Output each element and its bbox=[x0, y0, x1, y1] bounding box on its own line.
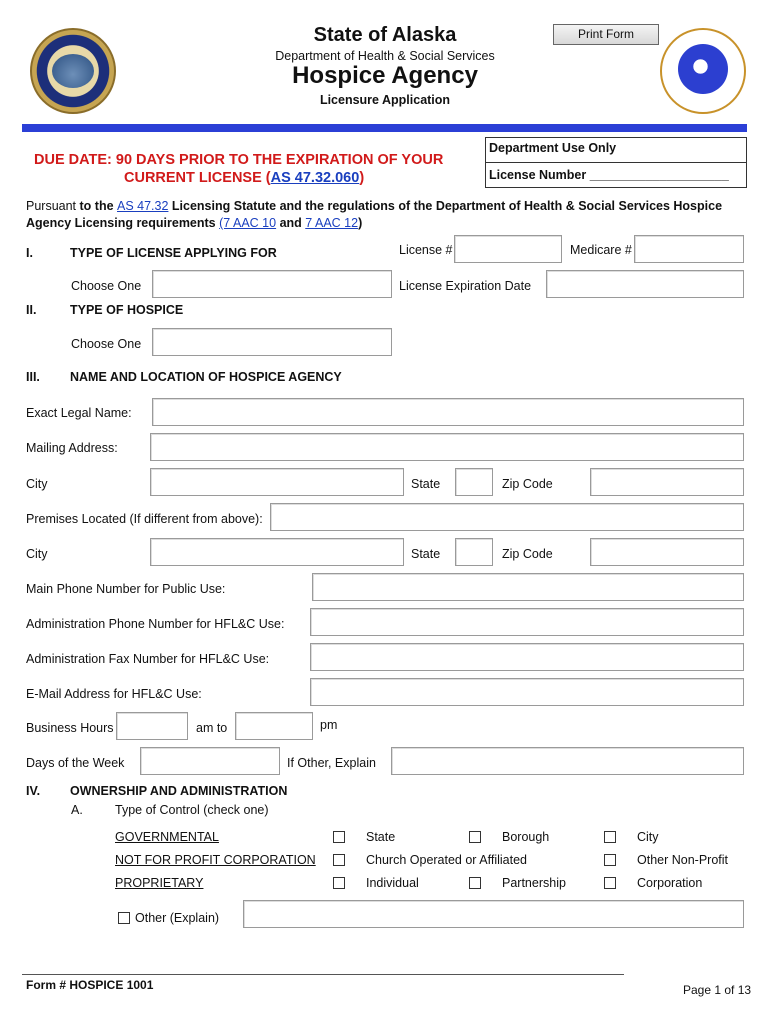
section-3-title: NAME AND LOCATION OF HOSPICE AGENCY bbox=[70, 370, 342, 384]
pursuant-line1 bbox=[26, 199, 722, 213]
individual-checkbox[interactable] bbox=[333, 877, 345, 889]
form-subtitle: Licensure Application bbox=[319, 93, 451, 107]
due-date-line2-text: CURRENT LICENSE ( bbox=[124, 170, 271, 186]
due-date-line2 bbox=[124, 170, 364, 186]
type-of-control-label: Type of Control (check one) bbox=[115, 803, 269, 817]
other-non-profit-label: Other Non-Profit bbox=[637, 853, 729, 867]
hospice-type-select[interactable] bbox=[152, 328, 392, 356]
print-form-button[interactable] bbox=[553, 24, 659, 45]
pursuant-and: and bbox=[276, 216, 306, 230]
if-other-explain-label: If Other, Explain bbox=[287, 756, 376, 770]
section-1-title: TYPE OF LICENSE APPLYING FOR bbox=[70, 246, 277, 260]
department-use-box bbox=[485, 137, 747, 188]
hours-end-field[interactable] bbox=[235, 712, 313, 740]
license-expiration-field[interactable] bbox=[546, 270, 744, 298]
partnership-option-label: Partnership bbox=[502, 876, 566, 890]
license-type-select[interactable] bbox=[152, 270, 392, 298]
church-checkbox[interactable] bbox=[333, 854, 345, 866]
premises-zip-label: Zip Code bbox=[502, 547, 553, 561]
city-option-label: City bbox=[637, 830, 659, 844]
mailing-address-field[interactable] bbox=[150, 433, 744, 461]
business-hours-label: Business Hours bbox=[26, 721, 114, 735]
footer-divider bbox=[22, 974, 624, 975]
church-option-label: Church Operated or Affiliated bbox=[366, 853, 527, 867]
partnership-checkbox[interactable] bbox=[469, 877, 481, 889]
admin-phone-field[interactable] bbox=[310, 608, 744, 636]
governmental-label: GOVERNMENTAL bbox=[115, 830, 219, 844]
admin-phone-label: Administration Phone Number for HFL&C Use: bbox=[26, 617, 285, 631]
state-title: State of Alaska bbox=[313, 24, 457, 46]
as-47-32-060-link[interactable]: AS 47.32.060 bbox=[270, 170, 360, 186]
main-phone-label: Main Phone Number for Public Use: bbox=[26, 582, 226, 596]
section-3-number: III. bbox=[26, 370, 40, 384]
email-label: E-Mail Address for HFL&C Use: bbox=[26, 687, 202, 701]
corporation-checkbox[interactable] bbox=[604, 877, 616, 889]
admin-fax-label: Administration Fax Number for HFL&C Use: bbox=[26, 652, 270, 666]
state-field[interactable] bbox=[455, 468, 493, 496]
premises-city-label: City bbox=[26, 547, 48, 561]
as-47-32-link[interactable]: AS 47.32 bbox=[117, 199, 169, 213]
legal-name-label: Exact Legal Name: bbox=[26, 406, 132, 420]
due-date-line1: DUE DATE: 90 DAYS PRIOR TO THE EXPIRATION OF YOUR bbox=[34, 152, 444, 168]
other-explain-label: Other (Explain) bbox=[135, 911, 220, 925]
individual-option-label: Individual bbox=[366, 876, 419, 890]
license-expiration-label: License Expiration Date bbox=[399, 279, 532, 293]
main-phone-field[interactable] bbox=[312, 573, 744, 601]
medicare-num-field[interactable] bbox=[634, 235, 744, 263]
premises-label: Premises Located (If different from above): bbox=[26, 512, 263, 526]
license-type-choose-label: Choose One bbox=[71, 279, 142, 293]
premises-state-field[interactable] bbox=[455, 538, 493, 566]
zip-code-field[interactable] bbox=[590, 468, 744, 496]
am-to-label: am to bbox=[196, 721, 228, 735]
premises-field[interactable] bbox=[270, 503, 744, 531]
state-label: State bbox=[411, 477, 441, 491]
premises-zip-field[interactable] bbox=[590, 538, 744, 566]
license-number-line: License Number ____________________ bbox=[489, 168, 729, 182]
state-checkbox[interactable] bbox=[333, 831, 345, 843]
7-aac-10-link[interactable]: (7 AAC 10 bbox=[219, 216, 277, 230]
section-2-title: TYPE OF HOSPICE bbox=[70, 303, 184, 317]
due-date-close-paren: ) bbox=[359, 170, 365, 186]
days-other-explain-field[interactable] bbox=[391, 747, 744, 775]
pursuant-close-paren: ) bbox=[358, 216, 363, 230]
form-title: Hospice Agency bbox=[292, 62, 478, 89]
pursuant-statute-text: Licensing Statute and the regulations of the Department of Health & Social Services Hospice bbox=[168, 199, 723, 213]
borough-checkbox[interactable] bbox=[469, 831, 481, 843]
premises-state-label: State bbox=[411, 547, 441, 561]
state-option-label: State bbox=[366, 830, 396, 844]
days-of-week-label: Days of the Week bbox=[26, 756, 125, 770]
section-2-number: II. bbox=[26, 303, 37, 317]
email-field[interactable] bbox=[310, 678, 744, 706]
right-seal-icon bbox=[660, 28, 746, 114]
7-aac-12-link[interactable]: 7 AAC 12 bbox=[305, 216, 359, 230]
city-checkbox[interactable] bbox=[604, 831, 616, 843]
hours-start-field[interactable] bbox=[116, 712, 188, 740]
pursuant-requirements: Agency Licensing requirements bbox=[26, 216, 220, 230]
department-name: Department of Health & Social Services bbox=[275, 49, 495, 63]
days-of-week-select[interactable] bbox=[140, 747, 280, 775]
section-4-title: OWNERSHIP AND ADMINISTRATION bbox=[70, 784, 288, 798]
license-num-label: License # bbox=[399, 243, 453, 257]
premises-city-field[interactable] bbox=[150, 538, 404, 566]
license-num-field[interactable] bbox=[454, 235, 562, 263]
section-4-number: IV. bbox=[26, 784, 41, 798]
print-form-label: Print Form bbox=[577, 27, 634, 41]
sub-a-label: A. bbox=[71, 803, 83, 817]
corporation-option-label: Corporation bbox=[637, 876, 703, 890]
form-number: Form # HOSPICE 1001 bbox=[26, 978, 154, 992]
page-number: Page 1 of 13 bbox=[683, 983, 752, 997]
city-label: City bbox=[26, 477, 48, 491]
legal-name-field[interactable] bbox=[152, 398, 744, 426]
header-divider-bar bbox=[22, 124, 747, 132]
hospice-type-choose-label: Choose One bbox=[71, 337, 142, 351]
zip-code-label: Zip Code bbox=[502, 477, 553, 491]
borough-option-label: Borough bbox=[502, 830, 550, 844]
admin-fax-field[interactable] bbox=[310, 643, 744, 671]
proprietary-label: PROPRIETARY bbox=[115, 876, 204, 890]
pm-label: pm bbox=[320, 718, 338, 732]
pursuant-to: to the bbox=[76, 199, 117, 213]
medicare-num-label: Medicare # bbox=[570, 243, 632, 257]
department-use-title: Department Use Only bbox=[489, 141, 617, 155]
other-non-profit-checkbox[interactable] bbox=[604, 854, 616, 866]
other-explain-checkbox[interactable] bbox=[118, 912, 130, 924]
other-explain-field[interactable] bbox=[243, 900, 744, 928]
section-1-number: I. bbox=[26, 246, 33, 260]
city-field[interactable] bbox=[150, 468, 404, 496]
pursuant-word: Pursuant bbox=[26, 199, 77, 213]
not-for-profit-label: NOT FOR PROFIT CORPORATION bbox=[115, 853, 316, 867]
pursuant-line2 bbox=[26, 216, 362, 230]
mailing-address-label: Mailing Address: bbox=[26, 441, 118, 455]
